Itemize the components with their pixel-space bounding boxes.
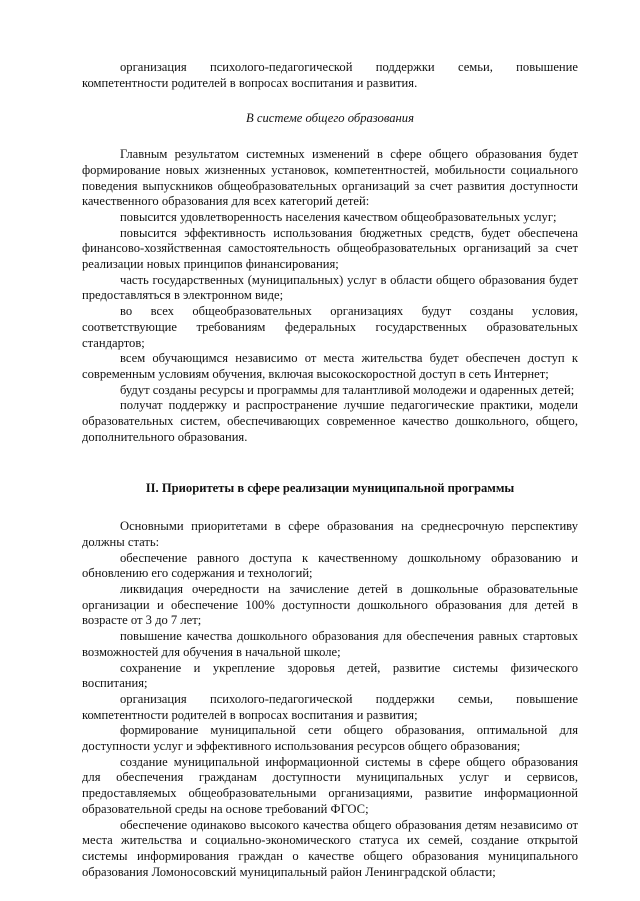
- paragraph: формирование муниципальной сети общего образования, оптимальной для доступности услуг и эффективного использования ресурсов общего образования;: [82, 723, 578, 754]
- paragraph: во всех общеобразовательных организациях будут созданы условия, соответствующие требованиям федеральных государственных образовательных стандартов;: [82, 304, 578, 350]
- paragraph: создание муниципальной информационной системы в сфере общего образования для обеспечения гражданам доступности муниципальных услуг и сервисов, предоставляемых общеобразовательными организациями, развитие информационной образовательной среды на основе требований ФГОС;: [82, 754, 578, 816]
- paragraph: ликвидация очередности на зачисление детей в дошкольные образовательные организации и обеспечение 100% доступности дошкольного образования для детей в возрасте от 3 до 7 лет;: [82, 581, 578, 628]
- paragraph: всем обучающимся независимо от места жительства будет обеспечен доступ к современным условиям обучения, включая высокоскоростной доступ в сеть Интернет;: [82, 351, 578, 381]
- paragraph: Основными приоритетами в сфере образования на среднесрочную перспективу должны стать:: [82, 519, 578, 549]
- paragraph: повышение качества дошкольного образования для обеспечения равных стартовых возможностей для обучения в начальной школе;: [82, 629, 578, 659]
- document-body: [82, 60, 578, 880]
- paragraph: обеспечение одинаково высокого качества общего образования детям независимо от места жительства и социально-экономического статуса их семей, создание открытой системы информирования граждан о качестве общего образования муниципального образования Ломоносовский муниципальный район Ленинградской области;: [82, 817, 578, 879]
- paragraph: повысится удовлетворенность населения качеством общеобразовательных услуг;: [120, 209, 557, 224]
- paragraph: организация психолого-педагогической поддержки семьи, повышение компетентности родителей в вопросах воспитания и развития.: [82, 60, 578, 90]
- paragraph: часть государственных (муниципальных) услуг в области общего образования будет предоставляться в электронном виде;: [82, 272, 578, 303]
- paragraph: будут созданы ресурсы и программы для талантливой молодежи и одаренных детей;: [120, 382, 575, 397]
- paragraph: повысится эффективность использования бюджетных средств, будет обеспечена финансово-хозяйственная самостоятельность общеобразовательных организаций за счет реализации новых принципов финансирования;: [82, 225, 578, 272]
- subheading: В системе общего образования: [246, 111, 414, 126]
- paragraph: сохранение и укрепление здоровья детей, развитие системы физического воспитания;: [82, 660, 578, 691]
- paragraph: Главным результатом системных изменений в сфере общего образования будет формирование новых жизненных установок, компетентностей, мобильности социального поведения выпускников общеобразовательных организаций за счет развития доступности качественного образования для всех категорий детей:: [82, 147, 578, 209]
- section-heading: II. Приоритеты в сфере реализации муниципальной программы: [145, 481, 515, 496]
- paragraph: обеспечение равного доступа к качественному дошкольному образованию и обновлению его содержания и технологий;: [82, 550, 578, 581]
- paragraph: получат поддержку и распространение лучшие педагогические практики, модели образовательных систем, обеспечивающих современное качество дошкольного, общего, дополнительного образования.: [82, 398, 578, 444]
- paragraph: организация психолого-педагогической поддержки семьи, повышение компетентности родителей в вопросах воспитания и развития;: [82, 691, 578, 722]
